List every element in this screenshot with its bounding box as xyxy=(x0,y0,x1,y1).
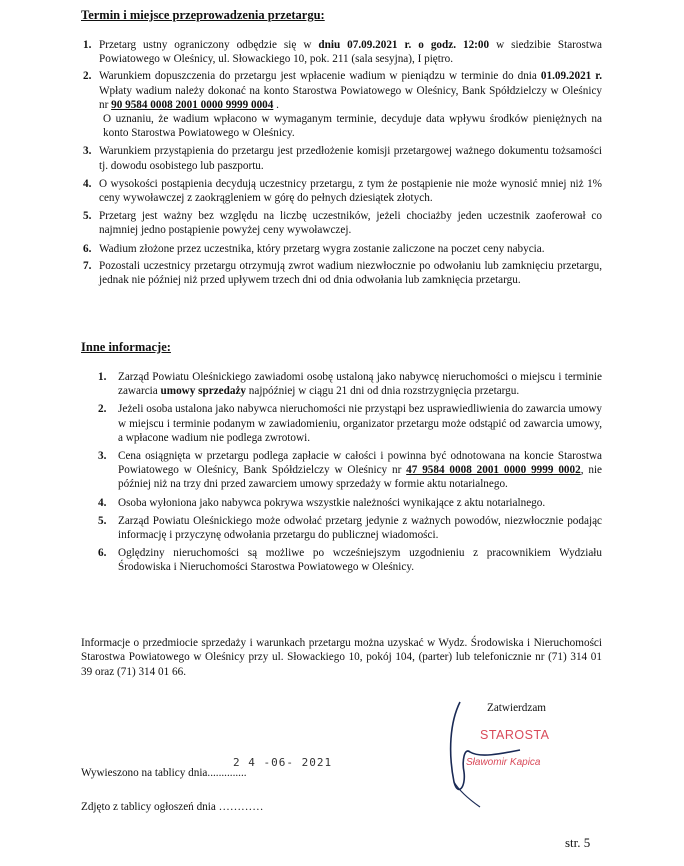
list-number: 3. xyxy=(83,145,92,158)
list-text: Warunkiem przystąpienia do przetargu jest przedłożenie komisji przetargowej ważnego dokumentu tożsamości tj. dowodu osobistego lub paszportu. xyxy=(99,145,602,172)
list-text: Cena osiągnięta w przetargu podlega zapłacie w całości i powinna być odnotowana na koncie Starostwa Powiatowego w Oleśnicy, Bank Spółdzielczy w Oleśnicy nr xyxy=(118,450,602,477)
list-text: 01.09.2021 r. xyxy=(540,70,602,83)
list-extra-text: O uznaniu, że wadium wpłacono w wymaganym terminie, decyduje data wpływu środków pieniężnych na konto Starostwa Powiatowego w Oleśnicy. xyxy=(103,113,602,140)
list-text: . xyxy=(273,98,279,111)
tender-terms-list xyxy=(83,38,602,287)
list-text: Oględziny nieruchomości są możliwe po wcześniejszym uzgodnieniu z pracownikiem Wydziału Środowiska i Nieruchomości Starostwa Powiatowego w Oleśnicy. xyxy=(118,547,602,574)
list-text: Warunkiem dopuszczenia do przetargu jest wpłacenie wadium w pieniądzu w terminie do dnia xyxy=(99,70,541,83)
list-item xyxy=(83,69,602,140)
list-number: 7. xyxy=(83,259,92,272)
list-text: Osoba wyłoniona jako nabywca pokrywa wszystkie należności wynikające z aktu notarialnego. xyxy=(118,496,546,509)
list-item xyxy=(98,496,602,510)
list-text: Zarząd Powiatu Oleśnickiego może odwołać przetarg jedynie z ważnych powodów, niezwłocznie podając informację i przyczynę odwołania przetargu do publicznej wiadomości. xyxy=(118,514,602,542)
list-item xyxy=(98,370,602,398)
list-text: Pozostali uczestnicy przetargu otrzymują zwrot wadium niezwłocznie po odwołaniu lub zamknięciu przetargu, jednak nie później niż przed upływem trzech dni od dnia odwołania lub zamknięcia przetargu. xyxy=(99,259,602,287)
list-text: Wpłaty wadium należy dokonać na konto Starostwa Powiatowego w Oleśnicy, Bank Spółdzielczy w Oleśnicy nr xyxy=(99,84,602,111)
list-number: 5. xyxy=(83,210,92,223)
list-number: 1. xyxy=(98,371,107,383)
contact-paragraph: Informacje o przedmiocie sprzedaży i warunkach przetargu można uzyskać w Wydz. Środowiska i Nieruchomości Starostwa Powiatowego w Oleśnicy przy ul. Słowackiego 10, pokój 104, (parter) lub telefonicznie nr (71) 314 01 39 oraz (71) 314 01 66. xyxy=(81,637,602,678)
approval-label: Zatwierdzam xyxy=(487,702,547,714)
list-number: 5. xyxy=(98,514,107,527)
list-item xyxy=(83,144,602,172)
list-item xyxy=(83,209,602,237)
bank-account-number: 90 9584 0008 2001 0000 9999 0004 xyxy=(111,98,274,111)
list-number: 1. xyxy=(83,39,92,51)
list-text: Jeżeli osoba ustalona jako nabywca nieruchomości nie przystąpi bez usprawiedliwienia do zawarcia umowy w miejscu i terminie podanym w zawiadomieniu, organizator przetargu może odstąpić od zawarcia umowy, a wpłacone wadium nie podlega zwrotowi. xyxy=(118,403,603,444)
list-number: 4. xyxy=(98,496,107,509)
signature-mark xyxy=(440,692,570,812)
list-text: , nie później niż na trzy dni przed zawarciem umowy sprzedaży w formie aktu notarialnego. xyxy=(118,464,603,491)
list-text: Zarząd Powiatu Oleśnickiego zawiadomi osobę ustaloną jako nabywcę nieruchomości o miejscu i terminie zawarcia xyxy=(118,371,602,398)
section-heading-termin: Termin i miejsce przeprowadzenia przetargu: xyxy=(81,8,325,22)
list-text: dniu 07.09.2021 r. o godz. 12:00 xyxy=(318,39,490,51)
list-text: Przetarg ustny ograniczony odbędzie się w xyxy=(99,39,319,51)
page-number: str. 5 xyxy=(565,835,591,850)
list-text: w siedzibie Starostwa Powiatowego w Oleśnicy, ul. Słowackiego 10, pok. 211 (sala sesyjna), I piętro. xyxy=(99,39,603,66)
posted-date-stamp: 2 4 -06- 2021 xyxy=(233,756,333,769)
list-item xyxy=(98,514,602,542)
posted-dots: .............. xyxy=(207,767,247,779)
list-text: najpóźniej w ciągu 21 dni od dnia rozstrzygnięcia przetargu. xyxy=(246,385,520,398)
stamp-name: Sławomir Kapica xyxy=(466,757,541,768)
list-number: 2. xyxy=(83,70,92,83)
removed-line: Zdjęto z tablicy ogłoszeń dnia ………… xyxy=(81,801,264,813)
list-number: 4. xyxy=(83,177,92,190)
posted-line xyxy=(81,767,247,779)
list-item xyxy=(83,177,602,205)
other-info-list xyxy=(98,370,602,575)
list-item xyxy=(83,242,602,256)
list-number: 6. xyxy=(83,242,92,255)
stamp-title: STAROSTA xyxy=(480,728,550,742)
list-item xyxy=(98,449,602,492)
list-text: Przetarg jest ważny bez względu na liczbę uczestników, jeżeli chociażby jeden uczestnik zaoferował co najmniej jedno postąpienie powyżej ceny wywoławczej. xyxy=(99,210,602,237)
list-item xyxy=(98,402,602,445)
list-text: O wysokości postąpienia decydują uczestnicy przetargu, z tym że postąpienie nie może wynosić mniej niż 1% ceny wywoławczej z zaokrągleniem w górę do pełnych dziesiątek złotych. xyxy=(99,177,602,205)
list-text: Wadium złożone przez uczestnika, który przetarg wygra zostanie zaliczone na poczet ceny nabycia. xyxy=(99,242,545,255)
section-heading-inne: Inne informacje: xyxy=(81,340,171,354)
list-item xyxy=(98,546,602,574)
list-item xyxy=(83,38,602,66)
bank-account-number: 47 9584 0008 2001 0000 9999 0002 xyxy=(406,464,581,477)
list-number: 3. xyxy=(98,450,107,463)
posted-label: Wywieszono na tablicy dnia xyxy=(81,767,208,779)
list-text: umowy sprzedaży xyxy=(160,385,246,398)
list-number: 2. xyxy=(98,403,107,416)
list-item xyxy=(83,259,602,287)
list-number: 6. xyxy=(98,547,107,560)
